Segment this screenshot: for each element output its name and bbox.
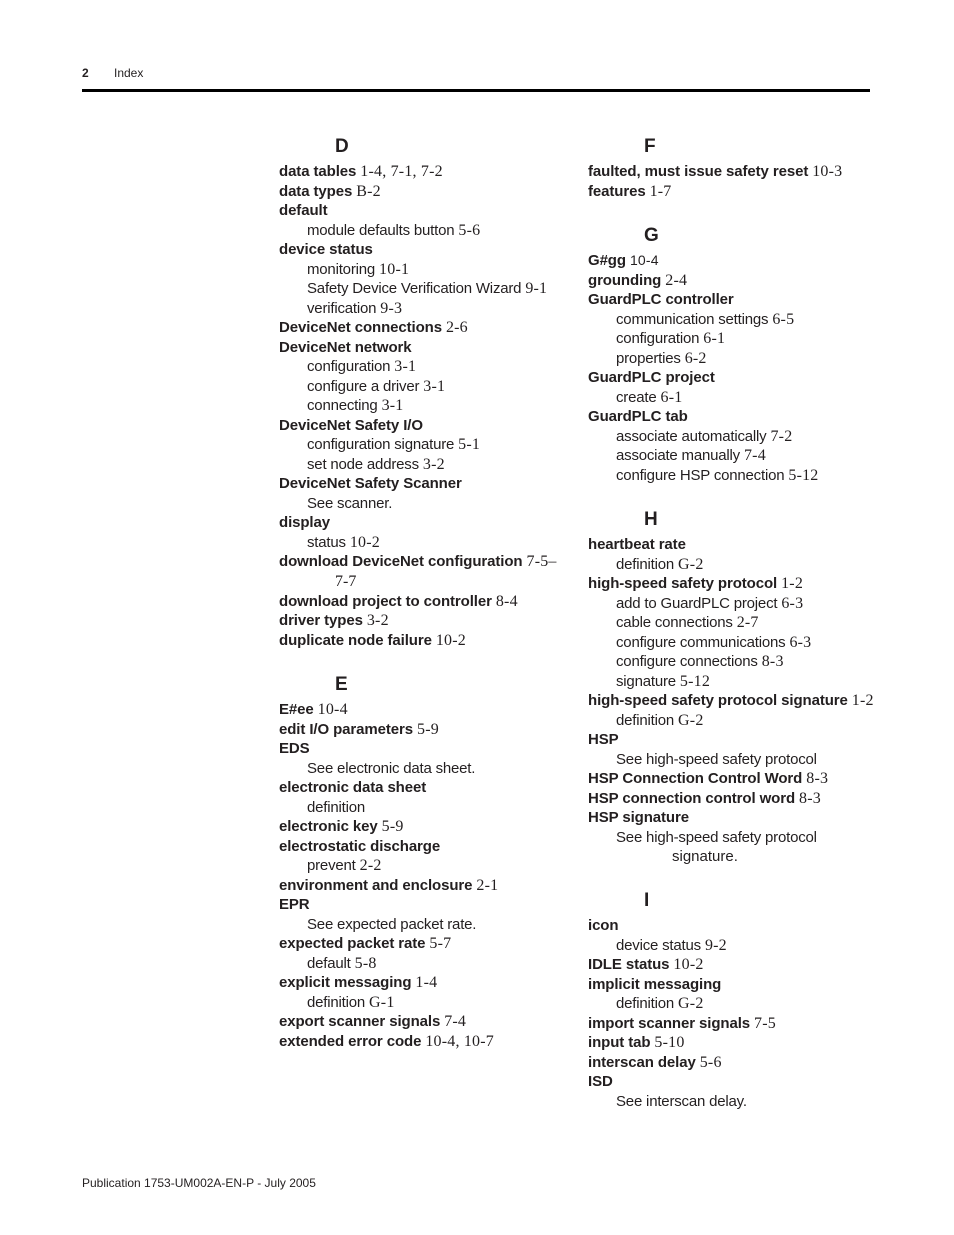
entry-pages: 10-4 <box>629 252 659 268</box>
entry-pages: 8-3 <box>806 770 829 787</box>
entry-pages: 6-1 <box>703 330 726 347</box>
entry-pages: 2-4 <box>665 271 688 289</box>
entry-term: environment and enclosure <box>279 876 473 894</box>
entry-pages: 2-1 <box>476 876 499 894</box>
entry-term: interscan delay <box>588 1053 696 1071</box>
entry-pages: 5-6 <box>699 1053 722 1071</box>
entry-pages: 7-5 <box>754 1014 776 1032</box>
entry-term: See electronic data sheet. <box>307 759 476 777</box>
index-subentry <box>279 357 569 377</box>
index-entry <box>279 739 569 759</box>
index-subentry <box>279 856 569 876</box>
entry-pages: 5-6 <box>458 221 481 239</box>
entry-pages: 10-4, 10-7 <box>425 1032 494 1050</box>
index-entry <box>588 1014 888 1034</box>
entry-term: download DeviceNet configuration <box>279 553 523 570</box>
section-letter: I <box>644 890 650 911</box>
index-subentry <box>588 1092 888 1112</box>
entry-pages: 9-1 <box>525 280 548 297</box>
index-subentry <box>588 711 888 731</box>
entry-term: configure a driver <box>307 377 420 395</box>
entry-term: import scanner signals <box>588 1014 751 1032</box>
entry-term: configuration signature <box>307 436 455 453</box>
index-subentry <box>588 994 888 1014</box>
entry-pages: G-2 <box>678 995 704 1012</box>
entry-term: configure HSP connection <box>616 466 785 484</box>
index-entry <box>588 730 888 750</box>
entry-term: See interscan delay. <box>616 1092 747 1110</box>
entry-term: ISD <box>588 1073 613 1090</box>
index-entry <box>588 271 888 291</box>
entry-term: download project to controller <box>279 592 492 610</box>
entry-term: create <box>616 388 657 406</box>
index-entry <box>279 895 569 915</box>
entry-pages: 9-2 <box>704 936 727 954</box>
entry-pages: 5-10 <box>654 1034 685 1051</box>
entry-term: DeviceNet network <box>279 338 412 356</box>
entry-pages: 10-2 <box>349 533 380 551</box>
index-subentry <box>279 915 569 935</box>
section-letter: D <box>335 136 349 157</box>
entry-term: faulted, must issue safety reset <box>588 163 809 180</box>
entry-term: module defaults button <box>307 221 455 239</box>
index-entry <box>588 290 888 310</box>
index-entry <box>279 474 569 494</box>
entry-pages: B-2 <box>356 182 381 200</box>
entry-term: monitoring <box>307 260 376 278</box>
entry-term: cable connections <box>616 614 733 631</box>
index-subentry <box>588 613 888 633</box>
entry-term: G#gg <box>588 252 626 269</box>
index-section-f <box>588 134 888 201</box>
index-subentry <box>588 466 888 486</box>
entry-term: GuardPLC controller <box>588 291 734 308</box>
index-entry <box>279 817 569 837</box>
entry-term: data types <box>279 182 353 200</box>
index-entry <box>588 251 888 271</box>
entry-term: DeviceNet Safety Scanner <box>279 475 462 492</box>
index-subentry <box>279 221 569 241</box>
entry-term: device status <box>616 936 701 954</box>
entry-term: GuardPLC project <box>588 369 715 386</box>
entry-term: implicit messaging <box>588 975 722 993</box>
index-section-i <box>588 888 888 1111</box>
entry-term: GuardPLC tab <box>588 408 688 425</box>
entry-term: definition <box>307 993 366 1011</box>
index-subentry <box>279 435 569 455</box>
index-subentry <box>588 388 888 408</box>
index-entry <box>588 574 888 594</box>
entry-term: prevent <box>307 857 356 874</box>
entry-pages: G-2 <box>678 555 704 573</box>
entry-term: configuration <box>307 358 391 375</box>
index-column-left <box>279 134 569 1073</box>
index-subentry <box>588 936 888 956</box>
index-entry <box>588 975 888 995</box>
index-subentry <box>588 555 888 575</box>
entry-pages: 6-3 <box>781 594 804 612</box>
entry-pages: 6-2 <box>684 349 707 367</box>
index-subentry <box>279 954 569 974</box>
index-entry <box>279 240 569 260</box>
index-subentry <box>588 652 888 672</box>
index-subentry <box>279 377 569 397</box>
entry-pages: 5-9 <box>417 720 439 738</box>
index-entry <box>588 407 888 427</box>
index-entry <box>588 916 888 936</box>
index-subentry <box>279 993 569 1013</box>
index-entry <box>588 808 888 828</box>
entry-term: status <box>307 533 346 551</box>
entry-term: See scanner. <box>307 494 393 512</box>
entry-pages: 7-4 <box>444 1013 467 1030</box>
index-entry <box>279 162 569 182</box>
index-subentry <box>588 633 888 653</box>
entry-pages: 8-4 <box>495 592 518 610</box>
index-entry <box>279 513 569 533</box>
entry-term: set node address <box>307 455 419 473</box>
entry-term: add to GuardPLC project <box>616 594 778 612</box>
index-entry <box>279 182 569 202</box>
entry-term: EPR <box>279 896 310 913</box>
entry-term: data tables <box>279 163 357 180</box>
index-subentry <box>279 299 569 319</box>
entry-term: See high-speed safety protocol <box>616 750 817 768</box>
entry-term: high-speed safety protocol <box>588 575 778 592</box>
index-subentry <box>588 427 888 447</box>
entry-term: HSP <box>588 731 619 748</box>
entry-term: electronic key <box>279 818 378 835</box>
header-section-label: Index <box>114 66 144 80</box>
section-letter: G <box>644 225 659 246</box>
entry-term: electrostatic discharge <box>279 837 441 855</box>
entry-term: default <box>307 954 351 972</box>
entry-term: configure connections <box>616 653 758 670</box>
entry-term-continuation: signature. <box>672 848 738 865</box>
entry-pages: 7-4 <box>743 447 766 464</box>
entry-term: E#ee <box>279 701 314 718</box>
entry-term: See expected packet rate. <box>307 915 477 933</box>
index-entry <box>279 631 569 651</box>
entry-term: input tab <box>588 1034 651 1051</box>
entry-term: communication settings <box>616 310 769 328</box>
entry-term: configure communications <box>616 633 786 651</box>
index-subentry <box>588 594 888 614</box>
entry-pages: 3-1 <box>381 397 404 414</box>
entry-term: electronic data sheet <box>279 779 427 796</box>
index-entry <box>588 1033 888 1053</box>
entry-pages: 1-4, 7-1, 7-2 <box>360 163 443 180</box>
index-section-d <box>279 134 569 650</box>
index-section-e <box>279 672 569 1051</box>
entry-term: Safety Device Verification Wizard <box>307 280 522 297</box>
entry-pages: 5-12 <box>788 466 819 484</box>
page-number: 2 <box>82 66 89 80</box>
entry-term: verification <box>307 299 377 317</box>
index-entry <box>279 700 569 720</box>
entry-pages: 3-1 <box>423 377 446 395</box>
index-entry <box>279 720 569 740</box>
entry-term: DeviceNet Safety I/O <box>279 416 423 434</box>
index-subentry <box>588 329 888 349</box>
index-subentry <box>588 310 888 330</box>
entry-pages: 5-9 <box>381 818 404 835</box>
entry-term: expected packet rate <box>279 935 426 952</box>
entry-pages: 1-7 <box>649 182 672 200</box>
entry-term: connecting <box>307 397 378 414</box>
entry-pages: 3-2 <box>422 455 445 473</box>
index-entry <box>588 691 888 711</box>
index-entry <box>279 611 569 631</box>
entry-pages: 10-4 <box>317 701 348 718</box>
entry-pages: 8-3 <box>761 653 784 670</box>
entry-pages: 7-2 <box>770 427 793 445</box>
section-letter: F <box>644 136 656 157</box>
index-subentry <box>588 828 888 848</box>
index-entry <box>588 1072 888 1092</box>
index-entry <box>588 182 888 202</box>
index-subentry <box>279 396 569 416</box>
entry-term: signature <box>616 672 676 690</box>
index-entry <box>279 201 569 221</box>
entry-term: HSP signature <box>588 809 689 826</box>
entry-pages: 1-2 <box>781 575 804 592</box>
entry-term: See high-speed safety protocol <box>616 828 817 846</box>
index-entry <box>279 1032 569 1052</box>
entry-term: properties <box>616 349 681 367</box>
index-entry <box>588 535 888 555</box>
entry-term: icon <box>588 917 619 934</box>
entry-term: high-speed safety protocol signature <box>588 692 848 709</box>
entry-term: associate automatically <box>616 427 767 445</box>
index-subentry <box>279 759 569 779</box>
index-entry <box>588 368 888 388</box>
entry-pages: 1-4 <box>415 974 438 991</box>
entry-pages: 6-3 <box>789 633 812 651</box>
index-subentry <box>279 260 569 280</box>
index-entry <box>588 769 888 789</box>
entry-pages: 5-1 <box>458 436 481 453</box>
header-rule <box>82 89 870 92</box>
entry-pages: 2-7 <box>736 614 759 631</box>
index-subentry <box>279 455 569 475</box>
entry-pages: 6-1 <box>660 388 683 406</box>
entry-term: definition <box>307 798 366 816</box>
entry-term: definition <box>616 711 675 729</box>
entry-pages: 3-1 <box>394 358 417 375</box>
entry-term: HSP connection control word <box>588 789 796 807</box>
index-entry <box>279 778 569 798</box>
entry-term: features <box>588 182 646 200</box>
index-entry <box>279 416 569 436</box>
index-subentry <box>588 750 888 770</box>
index-entry <box>279 592 569 612</box>
index-section-h <box>588 507 888 866</box>
entry-term: definition <box>616 555 675 573</box>
entry-term: device status <box>279 241 373 258</box>
entry-term: explicit messaging <box>279 974 412 991</box>
entry-pages: 2-6 <box>445 319 468 336</box>
index-entry <box>279 973 569 993</box>
index-entry <box>588 955 888 975</box>
entry-term: edit I/O parameters <box>279 720 413 738</box>
entry-term: default <box>279 202 328 219</box>
entry-pages: G-2 <box>678 711 704 729</box>
entry-pages: 6-5 <box>772 310 795 328</box>
entry-pages: 2-2 <box>359 857 382 874</box>
entry-pages: 7-5– <box>526 553 557 570</box>
index-entry <box>588 1053 888 1073</box>
entry-pages-continuation: 7-7 <box>335 572 357 590</box>
entry-term: extended error code <box>279 1032 422 1050</box>
entry-term: display <box>279 514 330 531</box>
entry-term: export scanner signals <box>279 1013 441 1030</box>
entry-pages: 10-3 <box>812 163 843 180</box>
entry-pages: 10-1 <box>379 260 410 278</box>
index-subentry <box>588 349 888 369</box>
entry-term: DeviceNet connections <box>279 319 442 336</box>
entry-term: IDLE status <box>588 956 670 973</box>
index-subentry <box>588 672 888 692</box>
entry-pages: 9-3 <box>380 299 403 317</box>
index-column-right <box>588 134 888 1133</box>
index-section-g <box>588 223 888 485</box>
entry-term: EDS <box>279 740 310 757</box>
entry-pages: G-1 <box>369 993 395 1011</box>
index-entry <box>279 318 569 338</box>
entry-term: HSP Connection Control Word <box>588 770 803 787</box>
entry-term: duplicate node failure <box>279 631 432 649</box>
index-entry <box>588 162 888 182</box>
index-subentry <box>279 798 569 818</box>
entry-term: grounding <box>588 271 662 289</box>
index-subentry <box>588 446 888 466</box>
entry-pages: 1-2 <box>851 692 874 709</box>
index-entry <box>279 837 569 857</box>
index-subentry <box>279 533 569 553</box>
entry-pages: 10-2 <box>435 631 466 649</box>
index-entry <box>279 934 569 954</box>
publication-footer: Publication 1753-UM002A-EN-P - July 2005 <box>82 1176 316 1190</box>
index-entry <box>588 789 888 809</box>
index-entry <box>279 552 569 572</box>
index-entry <box>279 1012 569 1032</box>
index-entry <box>279 338 569 358</box>
index-entry <box>279 876 569 896</box>
entry-term: associate manually <box>616 447 740 464</box>
entry-term: configuration <box>616 330 700 347</box>
entry-pages: 3-2 <box>366 612 389 629</box>
index-subentry <box>279 494 569 514</box>
entry-term: heartbeat rate <box>588 536 686 553</box>
entry-pages: 10-2 <box>673 956 704 973</box>
entry-pages: 5-8 <box>354 954 377 972</box>
entry-pages: 8-3 <box>799 789 821 807</box>
entry-pages: 5-12 <box>679 672 711 690</box>
entry-term: definition <box>616 995 675 1012</box>
section-letter: E <box>335 674 348 695</box>
entry-term: driver types <box>279 612 363 629</box>
index-subentry <box>279 279 569 299</box>
section-letter: H <box>644 509 658 530</box>
entry-pages: 5-7 <box>429 935 452 952</box>
